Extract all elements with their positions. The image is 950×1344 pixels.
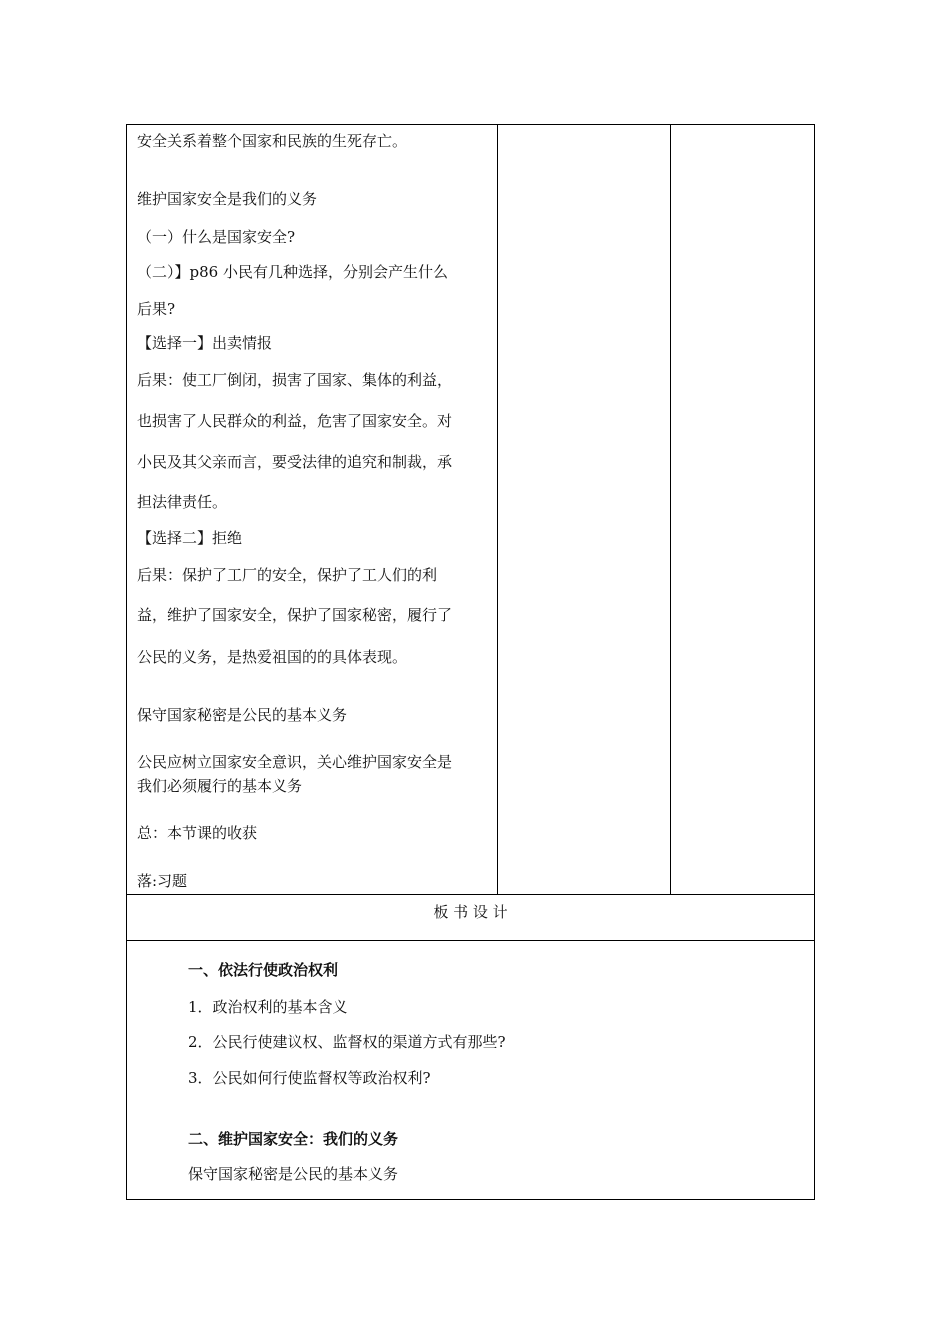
lesson-line: 【选择一】出卖情报 [137, 334, 273, 352]
lesson-line: 公民的义务，是热爱祖国的的具体表现。 [137, 648, 408, 666]
lesson-line: 小民及其父亲而言，要受法律的追究和制裁，承 [137, 453, 453, 471]
lesson-line: （一）什么是国家安全? [137, 228, 296, 246]
lesson-line: 保守国家秘密是公民的基本义务 [137, 706, 348, 724]
lesson-line: 益，维护了国家安全，保护了国家秘密，履行了 [137, 606, 453, 624]
board-item: 保守国家秘密是公民的基本义务 [188, 1165, 399, 1183]
lesson-line: 也损害了人民群众的利益，危害了国家安全。对 [137, 412, 453, 430]
board-item: 2．公民行使建议权、监督权的渠道方式有那些? [188, 1033, 506, 1051]
board-design-title: 板 书 设 计 [433, 903, 508, 921]
lesson-line: 后果? [137, 300, 176, 318]
board-item: 3．公民如何行使监督权等政治权利? [188, 1069, 431, 1087]
row-divider-board-title [127, 894, 814, 895]
lesson-line: 后果：保护了工厂的安全，保护了工人们的利 [137, 566, 438, 584]
column-divider-1 [497, 125, 498, 894]
lesson-line: 后果：使工厂倒闭，损害了国家、集体的利益， [137, 371, 453, 389]
lesson-line: 总：本节课的收获 [137, 824, 258, 842]
lesson-line: 我们必须履行的基本义务 [137, 777, 303, 795]
lesson-line: 担法律责任。 [137, 493, 228, 511]
lesson-line: 公民应树立国家安全意识，关心维护国家安全是 [137, 753, 453, 771]
lesson-line: 【选择二】拒绝 [137, 529, 243, 547]
board-section1-heading: 一、依法行使政治权利 [188, 961, 339, 979]
column-divider-2 [670, 125, 671, 894]
lesson-line: 安全关系着整个国家和民族的生死存亡。 [137, 132, 408, 150]
lesson-line: 落:习题 [137, 872, 188, 890]
lesson-line: （二）】p86 小民有几种选择，分别会产生什么 [137, 263, 448, 281]
board-section2-heading: 二、维护国家安全：我们的义务 [188, 1130, 399, 1148]
lesson-line: 维护国家安全是我们的义务 [137, 190, 318, 208]
board-item: 1．政治权利的基本含义 [188, 998, 348, 1016]
row-divider-board-content [127, 940, 814, 941]
lesson-table [126, 124, 815, 1200]
